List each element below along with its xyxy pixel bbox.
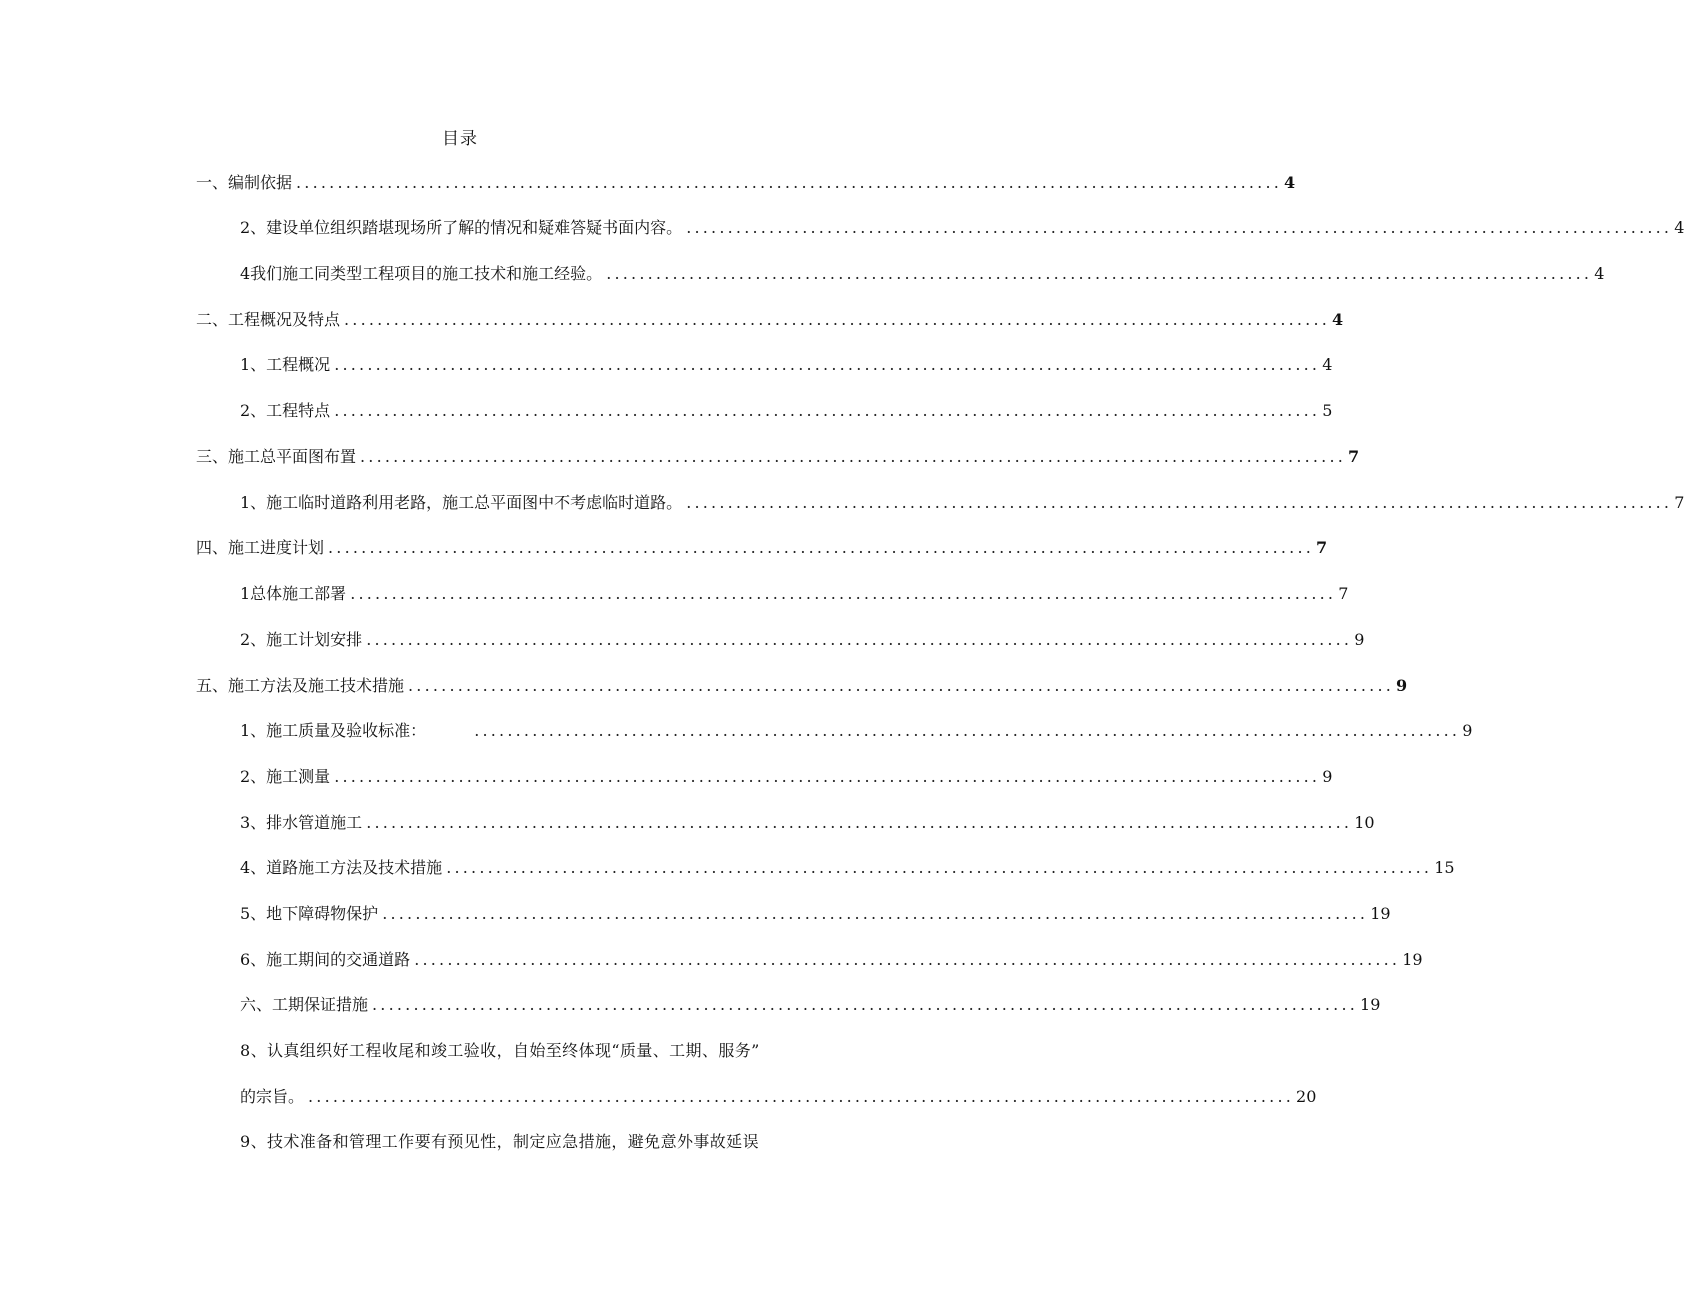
toc-leader-dots: ....................................................................................................................... — [344, 310, 1331, 329]
toc-leader-dots: ....................................................................................................................... — [334, 355, 1321, 374]
toc-entry-label: 1总体施工部署 — [240, 584, 347, 603]
toc-entry-4[interactable] — [196, 535, 1328, 559]
toc-page-number: 19 — [1370, 904, 1391, 923]
toc-leader-dots: ....................................................................................................................... — [328, 538, 1315, 557]
toc-entry-label: 1、施工质量及验收标准： — [240, 721, 427, 740]
toc-entry-label: 4、道路施工方法及技术措施 — [240, 858, 443, 877]
toc-entry-label: 2、施工计划安排 — [240, 630, 363, 649]
toc-page-number: 9 — [1462, 721, 1473, 740]
toc-entry-3[interactable] — [196, 444, 1360, 468]
toc-page-number: 7 — [1348, 447, 1360, 466]
toc-page-number: 9 — [1354, 630, 1365, 649]
toc-leader-dots: ....................................................................................................................... — [446, 858, 1433, 877]
toc-page-number: 4 — [1284, 173, 1296, 192]
toc-leader-dots: ....................................................................................................................... — [686, 218, 1673, 237]
toc-entry-label: 5、地下障碍物保护 — [240, 904, 379, 923]
toc-entry-2[interactable] — [196, 307, 1344, 331]
toc-leader-dots: ....................................................................................................................... — [686, 493, 1673, 512]
toc-entry-3-1[interactable] — [240, 490, 1684, 514]
toc-page-number: 10 — [1354, 813, 1375, 832]
toc-entry-label: 二、工程概况及特点 — [196, 310, 341, 329]
toc-entry-1-2[interactable] — [240, 215, 1684, 239]
toc-page-number: 9 — [1396, 676, 1408, 695]
toc-entry-5-4[interactable] — [240, 855, 1455, 879]
toc-entry-4-2[interactable] — [240, 627, 1365, 651]
toc-entry-label: 的宗旨。 — [240, 1087, 305, 1106]
toc-leader-dots: ....................................................................................................................... — [372, 995, 1359, 1014]
toc-entry-6[interactable] — [240, 992, 1381, 1016]
toc-page-number: 5 — [1322, 401, 1333, 420]
toc-page-number: 7 — [1674, 493, 1684, 512]
toc-entry-5-5[interactable] — [240, 901, 1391, 925]
toc-leader-dots: ....................................................................................................................... — [366, 630, 1353, 649]
toc-leader-dots: ....................................................................................................................... — [606, 264, 1593, 283]
toc-leader-dots: ....................................................................................................................... — [408, 676, 1395, 695]
toc-page-number: 19 — [1360, 995, 1381, 1014]
toc-leader-dots: ....................................................................................................................... — [334, 767, 1321, 786]
toc-leader-dots: ....................................................................................................................... — [296, 173, 1283, 192]
toc-entry-label: 四、施工进度计划 — [196, 538, 325, 557]
toc-entry-label: 1、施工临时道路利用老路，施工总平面图中不考虑临时道路。 — [240, 493, 683, 512]
toc-entry-label: 三、施工总平面图布置 — [196, 447, 357, 466]
toc-entry-label: 五、施工方法及施工技术措施 — [196, 676, 405, 695]
toc-leader-dots: ....................................................................................................................... — [334, 401, 1321, 420]
toc-entry-label: 2、建设单位组织踏堪现场所了解的情况和疑难答疑书面内容。 — [240, 218, 683, 237]
toc-entry-label: 六、工期保证措施 — [240, 995, 369, 1014]
toc-entry-label: 4我们施工同类型工程项目的施工技术和施工经验。 — [240, 264, 603, 283]
toc-entry-8-line-1: 8、认真组织好工程收尾和竣工验收，自始至终体现“质量、工期、服务” — [240, 1041, 760, 1060]
toc-page-number: 9 — [1322, 767, 1333, 786]
toc-leader-dots: ....................................................................................................................... — [414, 950, 1401, 969]
toc-leader-dots: ....................................................................................................................... — [350, 584, 1337, 603]
toc-page-number: 20 — [1296, 1087, 1317, 1106]
toc-title: 目录 — [442, 129, 478, 149]
toc-entry-5[interactable] — [196, 673, 1408, 697]
toc-page-number: 4 — [1322, 355, 1333, 374]
toc-entry-5-1[interactable] — [240, 718, 1473, 742]
toc-entry-4-1[interactable] — [240, 581, 1349, 605]
toc-leader-dots: ....................................................................................................................... — [308, 1087, 1295, 1106]
toc-page-number: 7 — [1316, 538, 1328, 557]
toc-entry-5-3[interactable] — [240, 810, 1375, 834]
toc-entry-label: 2、施工测量 — [240, 767, 331, 786]
toc-leader-dots: ....................................................................................................................... — [474, 721, 1461, 740]
toc-leader-dots: ....................................................................................................................... — [382, 904, 1369, 923]
toc-page-number: 4 — [1594, 264, 1605, 283]
toc-entry-1[interactable] — [196, 170, 1296, 194]
toc-entry-5-2[interactable] — [240, 764, 1333, 788]
toc-entry-label: 2、工程特点 — [240, 401, 331, 420]
toc-entry-1-4[interactable] — [240, 261, 1605, 285]
toc-entry-2-2[interactable] — [240, 398, 1333, 422]
toc-page-number: 7 — [1338, 584, 1349, 603]
toc-leader-dots: ....................................................................................................................... — [360, 447, 1347, 466]
toc-entry-5-6[interactable] — [240, 947, 1423, 971]
toc-page-number: 4 — [1332, 310, 1344, 329]
toc-entry-9-line-1: 9、技术准备和管理工作要有预见性，制定应急措施，避免意外事故延误 — [240, 1132, 759, 1151]
toc-leader-dots: ....................................................................................................................... — [366, 813, 1353, 832]
toc-entry-label: 3、排水管道施工 — [240, 813, 363, 832]
toc-page-number: 19 — [1402, 950, 1423, 969]
toc-entry-8-line-2[interactable] — [240, 1084, 1317, 1108]
toc-entry-label: 一、编制依据 — [196, 173, 293, 192]
toc-entry-label: 1、工程概况 — [240, 355, 331, 374]
toc-page-number: 4 — [1674, 218, 1684, 237]
toc-entry-label: 6、施工期间的交通道路 — [240, 950, 411, 969]
toc-page-number: 15 — [1434, 858, 1455, 877]
toc-entry-2-1[interactable] — [240, 352, 1333, 376]
